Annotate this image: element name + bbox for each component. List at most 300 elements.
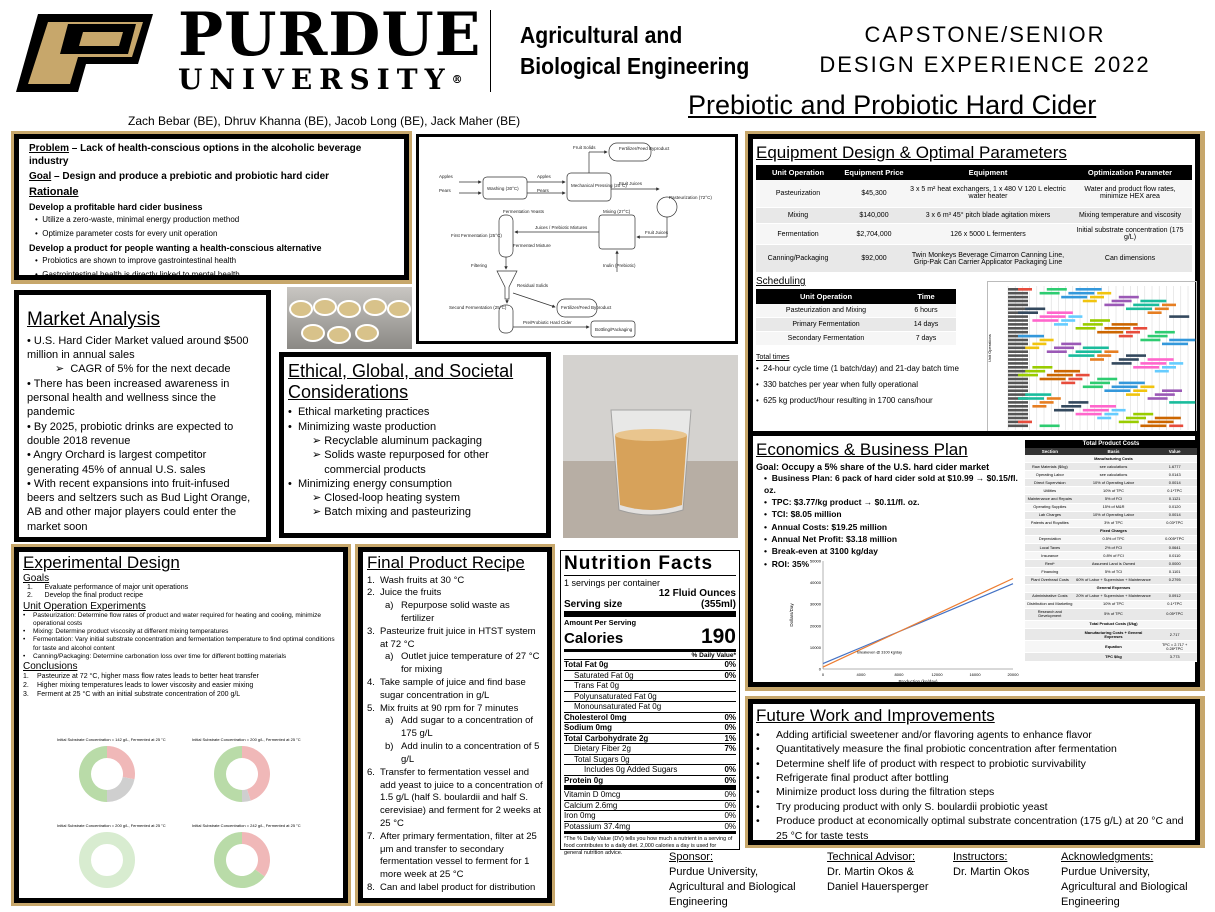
gantt-bar [1097,331,1123,334]
footer-instructors [953,850,1053,880]
instructors-text: Dr. Martin Okos [953,865,1030,878]
table-cell: 0.0014 [1152,511,1197,519]
y-tick-label: 0 [818,666,821,672]
table-cell [1025,620,1075,628]
nutrient-row [564,743,736,754]
gantt-bar [1032,366,1052,369]
conclusion-item-text: Pasteurize at 72 °C, higher mass flow rates leads to better heat transfer [37,672,259,680]
gantt-bar [1090,296,1104,299]
recipe-step-number: a) [385,715,394,727]
future-item [756,785,1192,799]
gantt-bar [1133,389,1147,392]
economics-item: • TPC: $3.77/kg product → $0.11/fl. oz. [764,497,920,508]
rationale-item: • Optimize parameter costs for every unit operation [35,229,218,238]
table-cell: TPC = 2.717 + 0.28*TPC [1152,641,1197,653]
gantt-bar [1083,409,1109,412]
recipe-step [367,831,543,882]
flow-label: Pasteurization (72°C) [669,195,712,200]
flow-label: Fermented Mixture [513,243,551,248]
table-cell: Depreciation [1025,535,1075,543]
vitamin-label: Potassium 37.4mg [564,821,631,831]
gantt-bar [1040,339,1054,342]
market-item: • With recent expansions into fruit-infused beers and seltzers such as Bud Light Orange, AB and other major players could enter the market soon [27,477,251,533]
future-item [756,728,1192,742]
table-header: Time [896,289,956,304]
recipe-step-number: a) [385,600,394,612]
gantt-bar [1104,327,1130,330]
gantt-bar [1008,292,1028,295]
y-tick-label: 50000 [809,558,821,564]
table-cell [1152,527,1197,535]
table-row [1025,629,1197,641]
purdue-wordmark [178,0,482,96]
gantt-bar [1008,409,1028,412]
donut-charts [37,732,337,902]
gantt-bar [1104,389,1130,392]
economics-item: • Business Plan: 6 pack of hard cider sold at $10.99 → $0.15/fl. oz. [764,472,1018,495]
gantt-bar [1090,358,1104,361]
gantt-bar [1008,417,1028,420]
gantt-bar [1068,315,1082,318]
future-item-text: Try producing product with only S. boulardii probiotic yeast [776,800,1048,813]
table-cell: Raw Materials ($/kg) [1025,463,1075,471]
gantt-bar [1162,389,1182,392]
gantt-bar [1133,327,1147,330]
nutrition-label [560,550,740,856]
table-header: Unit Operation [756,289,896,304]
gantt-bar [1169,362,1183,365]
gantt-bar [1119,296,1139,299]
table-cell: 0.005*TPC [1152,535,1197,543]
gantt-bar [1068,378,1082,381]
capstone-line-1: CAPSTONE/SENIOR [864,22,1106,47]
table-row [756,180,1192,208]
table-cell: $140,000 [840,208,908,224]
table-row [1025,568,1197,576]
series-line [823,578,1013,667]
gantt-bar [1008,370,1028,373]
gantt-bar [1061,343,1081,346]
table-cell: Lab Charges [1025,511,1075,519]
gantt-bar [1008,425,1028,428]
vitamin-row [564,800,736,811]
conclusion-item: 3. Ferment at 25 °C with an initial substrate concentration of 200 g/L [23,690,241,698]
footer-sponsor [669,850,809,909]
vitamin-label: Iron 0mg [564,811,596,820]
gantt-bar [1155,308,1169,311]
nutrient-row [564,680,736,691]
table-cell: Fermentation [756,224,840,245]
table-cell: 3.773 [1152,653,1197,661]
nutrient-label: Saturated Fat 0g [574,670,634,680]
recipe-step [367,600,543,626]
table-cell: see calculations [1075,463,1153,471]
recipe-step-text: Repurpose solid waste as fertilizer [401,600,510,624]
table-row [756,304,956,318]
gantt-bar [1140,425,1166,428]
table-row [1025,527,1197,535]
ops-item: • Canning/Packaging: Determine carbonation loss over time for different bottling materials [23,652,287,660]
footer-acknowledgments [1061,850,1201,909]
gantt-bar [1119,335,1133,338]
nutrient-label: Includes 0g Added Sugars [584,765,678,774]
gantt-bar [1090,319,1110,322]
rationale-list-2 [35,256,394,280]
gantt-bar [1008,308,1028,311]
table-row [1025,479,1197,487]
flow-label: Pears [439,188,451,193]
table-cell [1025,455,1075,463]
nutrient-row [564,691,736,702]
gantt-bar [1126,354,1146,357]
problem-text: – Lack of health-conscious options in the alcoholic beverage industry [29,143,362,167]
table-cell: Local Taxes [1025,544,1075,552]
gantt-bar [1162,366,1176,369]
totals-item: • 24-hour cycle time (1 batch/day) and 21-day batch time [756,364,959,374]
table-header: Equipment [908,165,1068,180]
bullet: • [756,800,760,813]
vitamin-dv: 0% [724,790,736,799]
gantt-bar [1054,409,1074,412]
table-cell: 14 days [896,318,956,332]
economics-item: • Annual Net Profit: $3.18 million [764,534,898,545]
gantt-bar [1054,347,1074,350]
gantt-bar [1112,409,1126,412]
flow-label: Apples [537,174,551,179]
table-cell: Canning/Packaging [756,245,840,273]
bullet: • [756,728,760,741]
table-cell: Maintenance and Repairs [1025,495,1075,503]
gantt-bar [1162,304,1176,307]
gantt-bar [1140,300,1166,303]
gantt-bar [1126,393,1140,396]
recipe-step [367,882,543,895]
gantt-bar [1008,350,1028,353]
nutrient-dv: 0% [724,723,736,732]
gantt-bar [1008,323,1028,326]
flow-label: Pears [537,188,549,193]
gantt-bar [1104,413,1118,416]
gantt-bar [1083,386,1103,389]
recipe-step [367,575,543,588]
gantt-bar [1008,366,1028,369]
gantt-bar [1068,292,1094,295]
serving-size-label: Serving size [564,599,623,610]
recipe-step-text: Add inulin to a concentration of 5 g/L [401,741,540,765]
gantt-bar [1047,350,1067,353]
gantt-bar [1018,311,1038,314]
table-cell: Manufacturing Costs + General Expenses [1075,629,1153,641]
table-row [1025,535,1197,543]
problem-panel [14,134,409,280]
table-cell: Twin Monkeys Beverage Cimarron Canning Line, Grip-Pak Can Carrier Applicator Packaging Line [908,245,1068,273]
logo-registered-mark: ® [451,73,470,86]
conclusion-item-text: Ferment at 25 °C with an initial substrate concentration of 200 g/L [37,690,241,698]
footer-advisor [827,850,947,895]
table-cell: Plant Overhead Costs [1025,576,1075,584]
gantt-bar [1169,315,1189,318]
tpc-title: Total Product Costs [1025,440,1197,448]
future-item-text: Determine shelf life of product with respect to probiotic survivability [776,757,1086,770]
nutrition-title: Nutrition Facts [564,553,736,576]
ethics-item: • Ethical marketing practices [288,406,430,419]
gantt-bar [1083,323,1103,326]
economics-title: Economics & Business Plan [756,440,968,459]
table-cell [1025,641,1075,653]
table-cell: 0.2795 [1152,576,1197,584]
table-cell [1025,584,1075,592]
x-tick-label: 16000 [969,672,981,677]
flow-label: Fertilizer/Feed Byproduct [561,305,612,310]
table-row [756,318,956,332]
ops-list [23,612,339,661]
vitamin-row [564,810,736,821]
serving-size-row [564,588,736,617]
rationale-item: • Utilize a zero-waste, minimal energy production method [35,215,240,224]
gantt-bar [1140,362,1166,365]
ops-item-text: Mixing: Determine product viscosity at different mixing temperatures [33,628,229,636]
flow-label: Second Fermentation (25°C) [449,305,507,310]
gantt-bar [1032,405,1046,408]
bullet: • [756,772,760,784]
table-cell: 0.5% of TPC [1075,535,1153,543]
gantt-bar [1076,350,1102,353]
donut-title: Initial Substrate Concentration = 200 g/L, Fermented at 25 °C [57,823,166,828]
poster-title: Prebiotic and Probiotic Hard Cider [688,90,1097,120]
table-cell: 0.0641 [1152,544,1197,552]
gantt-bar [1025,347,1039,350]
flow-label: Fermentation Yeasts [503,209,545,214]
amount-per-serving: Amount Per Serving [564,618,637,627]
gantt-bar [1008,382,1028,385]
table-header: Equipment Price [840,165,908,180]
future-item-text: Adding artificial sweetener and/or flavoring agents to enhance flavor [776,728,1092,741]
goal-text: – Design and produce a prebiotic and probiotic hard cider [51,171,330,182]
gantt-bar [1061,296,1087,299]
gantt-bar [1018,335,1044,338]
gantt-bar [1040,378,1066,381]
vitamin-dv: 0% [724,811,736,820]
table-cell: 0.1*TPC [1152,600,1197,608]
nutrient-row [564,733,736,744]
table-header: Basis [1075,448,1153,455]
rationale-list-1 [35,215,394,239]
nutrient-label: Polyunsaturated Fat 0g [574,691,657,701]
donut-title: Initial Substrate Concentration = 242 g/L, Fermented at 25 °C [192,823,301,828]
totals-list [756,364,966,406]
recipe-step [367,767,543,831]
table-cell: Equation [1075,641,1153,653]
gantt-bar [1119,421,1139,424]
breakeven-chart [783,554,1023,684]
table-cell [1152,620,1197,628]
flow-label: Mixing (27°C) [603,209,631,214]
series-line [823,584,1013,664]
nutrient-label: Monounsaturated Fat 0g [574,702,662,711]
gantt-bar [1112,362,1132,365]
recipe-step [367,626,543,652]
nutrient-label: Cholesterol 0mg [564,712,627,722]
table-cell: 0.8% of FCI [1075,552,1153,560]
table-row [1025,544,1197,552]
vitamin-label: Vitamin D 0mcg [564,790,621,799]
table-cell: Research and Development [1025,608,1075,620]
gantt-bar [1008,378,1028,381]
gantt-bar [1018,397,1044,400]
flow-label: Juices / Prebiotic Mixtures [535,225,588,230]
x-tick-label: 8000 [894,672,904,677]
nutrient-label: Dietary Fiber 2g [574,744,631,753]
gantt-bar [1162,343,1188,346]
table-cell: Mixing [756,208,840,224]
economics-item: • Annual Costs: $19.25 million [764,521,888,532]
table-row [756,208,1192,224]
table-row [1025,608,1197,620]
y-tick-label: 20000 [809,623,821,629]
recipe-title: Final Product Recipe [367,553,525,572]
gantt-bar [1155,370,1169,373]
equipment-table [756,165,1192,274]
nutrient-row [564,764,736,775]
economics-panel [748,431,1200,687]
table-cell: 5% of TPC [1075,608,1153,620]
recipe-step-text: Can and label product for distribution [380,882,536,894]
recipe-step-number: 8. [367,882,375,894]
gantt-bar [1076,288,1102,291]
gantt-bar [1008,401,1028,404]
ethics-panel [279,352,551,538]
recipe-panel [358,547,552,903]
calories-label: Calories [564,630,624,647]
table-cell: 0.1*TPC [1152,487,1197,495]
ops-item: • Mixing: Determine product viscosity at different mixing temperatures [23,628,229,636]
table-cell: 15% of M&R [1075,503,1153,511]
table-cell: 0.03*TPC [1152,519,1197,527]
bullet: • [756,815,760,828]
ethics-subitem: ➢ Closed-loop heating system [312,492,461,505]
table-cell: Assumed Land is Owned [1075,560,1153,568]
servings-per-container: 1 servings per container [564,578,661,588]
ops-item: • Pasteurization: Determine flow rates of product and water required for heating and cooling, minimize operational costs [23,612,339,628]
gantt-bar [1025,308,1045,311]
calories-value: 190 [700,625,736,648]
goal-item: 1. Evaluate performance of major unit operations [27,583,189,591]
future-item [756,814,1192,843]
y-axis-label: Dollars/Day [789,603,794,627]
gantt-bar [1040,315,1066,318]
flow-label: Apples [439,174,453,179]
gantt-bar [1047,374,1073,377]
economics-item: • Break-even at 3100 kg/day [764,546,879,557]
table-row [1025,641,1197,653]
gantt-bar [1047,288,1067,291]
gantt-bar [1076,374,1090,377]
vitamin-dv: 0% [724,821,736,831]
donut-slice [107,777,135,802]
nutrient-row [564,670,736,681]
table-cell: Pasteurization [756,180,840,208]
experimental-panel [14,547,348,903]
flow-label: Fruit Juices [619,181,643,186]
recipe-step-text: Add sugar to a concentration of 175 g/L [401,715,534,740]
breakeven-annotation: Breakeven @ 3100 kg/day [857,650,903,655]
vitamin-row [564,821,736,832]
table-row [1025,576,1197,584]
logo-word-university: UNIVERSITY [178,63,452,96]
gantt-bar [1054,370,1080,373]
totals-item: • 330 batches per year when fully operational [756,380,919,390]
rationale-sub-1: Develop a profitable hard cider business [29,202,203,212]
recipe-step [367,677,543,703]
gantt-bar [1097,354,1111,357]
gantt-bar [1126,308,1152,311]
gantt-bar [1140,339,1160,342]
table-row [1025,600,1197,608]
gantt-bar [1047,311,1073,314]
table-cell: Water and product flow rates, minimize HEX area [1068,180,1192,208]
table-cell: Utilities [1025,487,1075,495]
rationale-label: Rationale [29,186,79,198]
x-tick-label: 20000 [1007,672,1019,677]
calories-row [564,627,736,652]
table-cell [1025,527,1075,535]
table-cell: 7 days [896,332,956,346]
recipe-step-text: Transfer to fermentation vessel and add yeast to juice to a concentration of 1.5 g/L (half S. boulardii and half S. cerevisiae) and ferment for 2 weeks at 25 °C [380,766,543,829]
gantt-bar [1047,397,1061,400]
future-item [756,800,1192,814]
vitamin-rows [564,790,736,834]
recipe-step-text: Outlet juice temperature of 27 °C for mixing [401,651,540,676]
table-cell: Primary Fermentation [756,318,896,332]
gantt-bar [1008,300,1028,303]
nutrient-label: Total Fat 0g [564,660,609,669]
gantt-bar [1018,421,1032,424]
sponsor-heading: Sponsor: [669,851,714,863]
nutrient-dv: 0% [724,765,736,774]
future-list [756,728,1192,844]
nutrition-footnote: *The % Daily Value (DV) tells you how much a nutrient in a serving of food contributes to a daily diet. 2,000 calories a day is used for general nutrition advice. [564,836,733,856]
gantt-bar [1133,413,1153,416]
recipe-step-number: 4. [367,677,375,689]
gantt-bar [1061,405,1081,408]
gantt-bar [1155,331,1175,334]
gantt-bar [1090,382,1110,385]
gantt-bar [1148,311,1162,314]
ethics-subitem: ➢ Recyclable aluminum packaging [312,434,483,447]
table-cell: 60% of Labor + Supervision + Maintenance [1075,576,1153,584]
tpc-table-wrap [1025,440,1197,662]
gantt-bar [1068,354,1094,357]
gantt-bar [1008,393,1028,396]
gantt-bar [1104,350,1118,353]
x-tick-label: 12000 [931,672,943,677]
bullet: • [756,757,760,770]
recipe-step [367,715,543,741]
gantt-chart [987,281,1197,441]
conclusion-item: 1. Pasteurize at 72 °C, higher mass flow rates leads to better heat transfer [23,672,259,680]
table-cell: 0.0143 [1152,471,1197,479]
recipe-step-text: Juice the fruits [380,587,442,599]
table-cell: 20% of Labor + Supervision + Maintenance [1075,592,1153,600]
table-cell: Initial substrate concentration (175 g/L) [1068,224,1192,245]
table-cell: General Expenses [1075,584,1153,592]
x-axis-label: Production (kg/day) [898,679,938,684]
gantt-bar [1097,417,1111,420]
gantt-bar [1008,386,1028,389]
table-cell: Direct Supervision [1025,479,1075,487]
gantt-bar [1126,417,1146,420]
equipment-title: Equipment Design & Optimal Parameters [756,143,1067,162]
